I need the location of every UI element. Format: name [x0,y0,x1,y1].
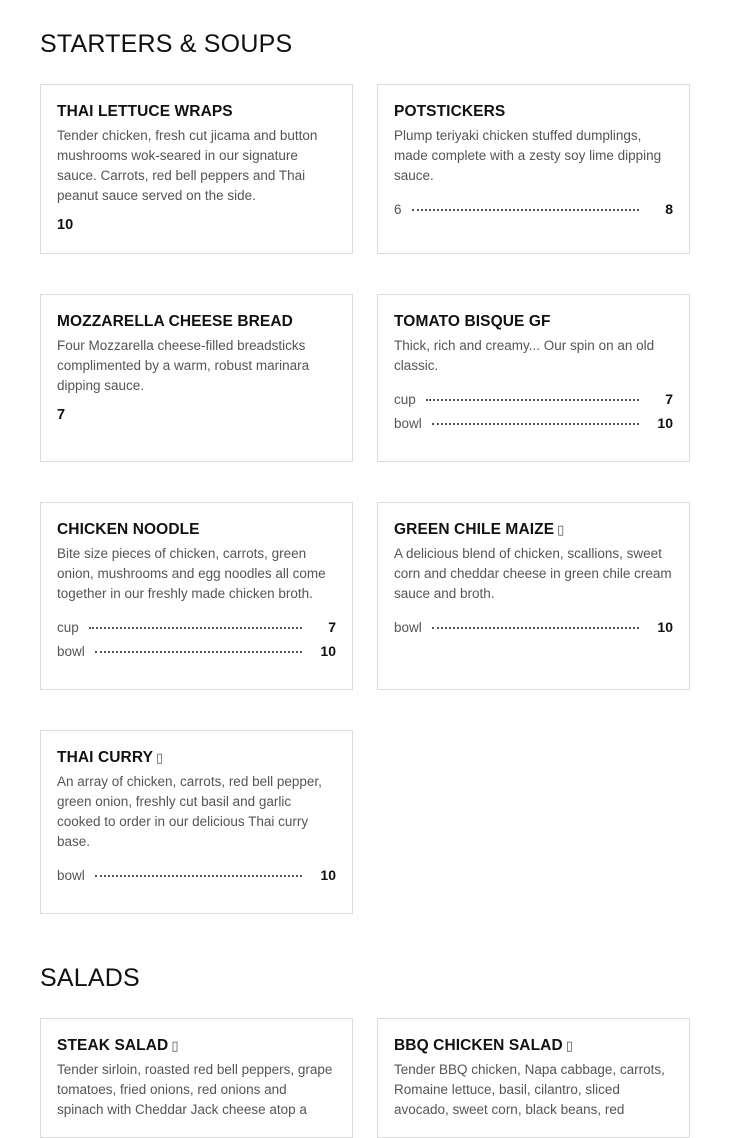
item-name: THAI LETTUCE WRAPS [57,103,233,120]
menu-item-green-chile-maize[interactable] [377,502,690,690]
item-name: THAI CURRY [57,749,154,766]
price-row [394,411,673,435]
price-value: 10 [657,619,673,635]
dot-leader [412,209,639,211]
menu-item-thai-lettuce-wraps[interactable] [40,84,353,254]
price-value: 7 [665,391,673,407]
dietary-icon: ▯ [156,750,164,765]
item-name: STEAK SALAD [57,1037,169,1054]
price-value: 8 [665,201,673,217]
section-title-salads: SALADS [40,964,140,992]
price-label: 6 [394,201,402,217]
item-description: A delicious blend of chicken, scallions, sweet corn and cheddar cheese in green chile cream sauce and broth. [394,546,672,601]
item-name-row [57,1037,336,1055]
dot-leader [89,627,302,629]
menu-item-bbq-chicken-salad[interactable] [377,1018,690,1138]
item-name: CHICKEN NOODLE [57,521,200,538]
price-value: 10 [657,415,673,431]
menu-item-steak-salad[interactable] [40,1018,353,1138]
dietary-icon: ▯ [557,522,565,537]
price-label: bowl [394,619,422,635]
price-label: cup [57,619,79,635]
item-name-row [394,1037,673,1055]
section-title-starters: STARTERS & SOUPS [40,30,293,58]
price-row [394,197,673,221]
price-list [394,197,673,221]
price-row [57,615,336,639]
price-label: bowl [57,643,85,659]
dot-leader [426,399,639,401]
item-name: POTSTICKERS [394,103,506,120]
price-list [394,387,673,435]
price-row [57,863,336,887]
price-list [394,615,673,639]
dietary-icon: ▯ [565,1038,574,1053]
item-description: Thick, rich and creamy... Our spin on an old classic. [394,338,655,373]
item-name: BBQ CHICKEN SALAD [394,1037,563,1054]
item-description: Tender sirloin, roasted red bell peppers, grape tomatoes, fried onions, red onions and spinach with Cheddar Jack cheese atop a [57,1062,333,1117]
item-description: Tender chicken, fresh cut jicama and button mushrooms wok-seared in our signature sauce. Carrots, red bell peppers and Thai peanut sauce served on the side. [57,128,318,203]
item-price: 7 [57,407,66,423]
item-description: Plump teriyaki chicken stuffed dumplings, made complete with a zesty soy lime dipping sauce. [394,128,662,183]
item-description: Four Mozzarella cheese-filled breadsticks complimented by a warm, robust marinara dipping sauce. [57,338,310,393]
menu-item-tomato-bisque[interactable] [377,294,690,462]
item-name: GREEN CHILE MAIZE [394,521,555,538]
price-label: bowl [394,415,422,431]
dot-leader [95,875,302,877]
dot-leader [95,651,302,653]
menu-item-mozzarella-cheese-bread[interactable] [40,294,353,462]
item-name-row [57,749,336,767]
price-value: 10 [320,643,336,659]
price-value: 10 [320,867,336,883]
dot-leader [432,627,639,629]
item-description: An array of chicken, carrots, red bell pepper, green onion, freshly cut basil and garlic cooked to order in our delicious Thai curry base. [57,774,322,849]
item-price: 10 [57,217,74,233]
price-label: cup [394,391,416,407]
price-label: bowl [57,867,85,883]
menu-item-potstickers[interactable] [377,84,690,254]
price-row [57,639,336,663]
price-list [57,615,336,663]
price-value: 7 [328,619,336,635]
menu-item-chicken-noodle[interactable] [40,502,353,690]
price-list [57,863,336,887]
dietary-icon: ▯ [171,1038,179,1053]
price-row [394,387,673,411]
item-description: Tender BBQ chicken, Napa cabbage, carrots, Romaine lettuce, basil, cilantro, sliced avocado, sweet corn, black beans, red [394,1062,665,1117]
dot-leader [432,423,639,425]
item-name: MOZZARELLA CHEESE BREAD [57,313,293,330]
menu-item-thai-curry[interactable] [40,730,353,914]
item-name-row [394,521,673,539]
item-name: TOMATO BISQUE GF [394,313,551,330]
item-description: Bite size pieces of chicken, carrots, green onion, mushrooms and egg noodles all come together in our freshly made chicken broth. [57,546,326,601]
price-row [394,615,673,639]
